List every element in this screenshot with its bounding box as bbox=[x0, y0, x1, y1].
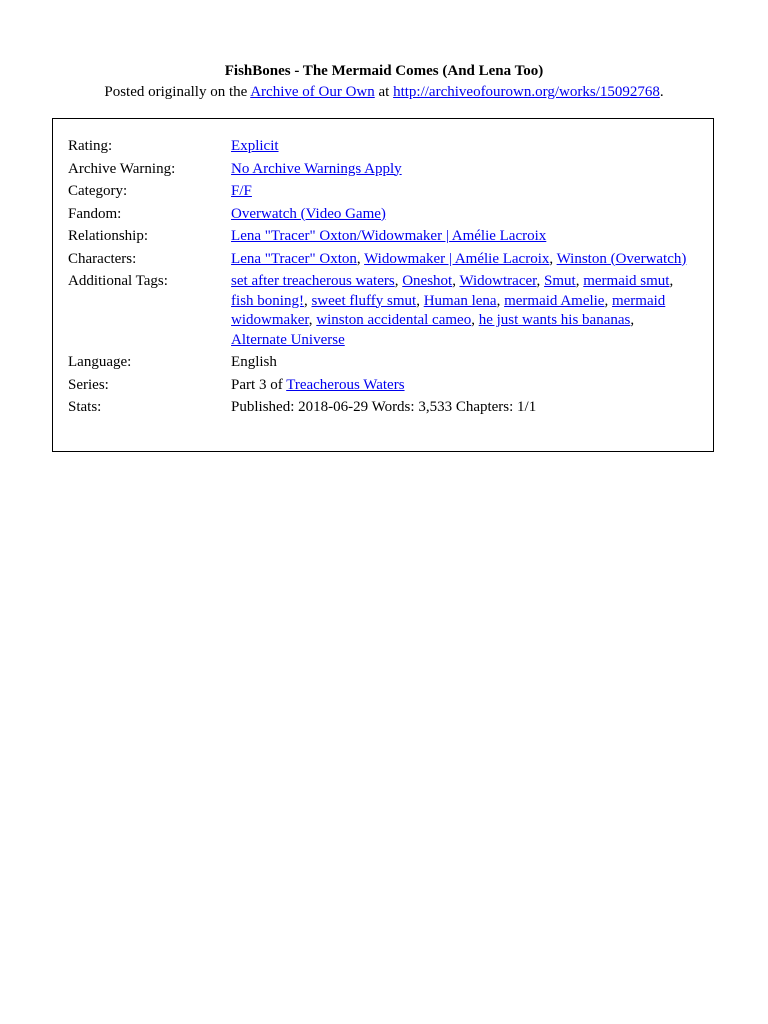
additional-tags-list: set after treacherous waters, Oneshot, Widowtracer, Smut, mermaid smut, fish boning!, sweet fluffy smut, Human lena, mermaid Amelie, mermaid widowmaker, winston accidental cameo, he just wants his bananas, Alternate Universe bbox=[231, 273, 674, 348]
rating-value-cell bbox=[231, 137, 708, 157]
additional-tag-link[interactable]: Widowtracer bbox=[459, 273, 537, 289]
additional-tags-value-cell bbox=[231, 269, 708, 350]
fandom-label: Fandom: bbox=[68, 205, 122, 222]
series-prefix: Part 3 of bbox=[231, 376, 287, 393]
meta-row-warning bbox=[68, 157, 708, 180]
relationship-value-cell bbox=[231, 224, 708, 247]
additional-tag-link[interactable]: he just wants his bananas bbox=[478, 312, 631, 328]
additional-tag-link[interactable]: fish boning! bbox=[231, 292, 304, 309]
meta-row-language bbox=[68, 350, 708, 373]
posted-suffix: . bbox=[659, 84, 664, 100]
additional-tag-link[interactable]: Alternate Universe bbox=[231, 331, 345, 348]
meta-row-rating bbox=[68, 137, 708, 157]
warning-label: Archive Warning: bbox=[68, 160, 176, 177]
category-value-cell bbox=[231, 179, 708, 202]
meta-row-stats bbox=[68, 395, 708, 418]
posted-mid: at bbox=[374, 84, 394, 100]
additional-tag-link[interactable]: Human lena bbox=[423, 292, 497, 309]
additional-tag-link[interactable]: winston accidental cameo bbox=[316, 312, 472, 328]
additional-tags-label: Additional Tags: bbox=[68, 273, 168, 289]
work-meta-table bbox=[68, 137, 708, 418]
character-link[interactable]: Lena "Tracer" Oxton bbox=[231, 250, 357, 267]
relationship-label: Relationship: bbox=[68, 228, 148, 244]
characters-value-cell bbox=[231, 247, 708, 270]
additional-tag-link[interactable]: sweet fluffy smut bbox=[311, 292, 417, 309]
stats-value: Published: 2018-06-29 Words: 3,533 Chapters: 1/1 bbox=[231, 399, 537, 415]
additional-tag-link[interactable]: Oneshot bbox=[402, 273, 453, 289]
fandom-value-cell bbox=[231, 202, 708, 225]
language-label: Language: bbox=[68, 354, 132, 370]
characters-label: Characters: bbox=[68, 250, 137, 267]
series-link[interactable]: Treacherous Waters bbox=[286, 376, 405, 393]
additional-tag-link[interactable]: set after treacherous waters bbox=[231, 273, 395, 289]
category-link[interactable]: F/F bbox=[231, 183, 252, 199]
meta-row-characters bbox=[68, 247, 708, 270]
additional-tag-link[interactable]: mermaid smut bbox=[583, 273, 670, 289]
posted-prefix: Posted originally on the bbox=[104, 84, 251, 100]
meta-row-series bbox=[68, 373, 708, 396]
series-label: Series: bbox=[68, 376, 109, 393]
work-title: FishBones - The Mermaid Comes (And Lena Too) bbox=[224, 63, 544, 79]
meta-row-relationship bbox=[68, 224, 708, 247]
work-url-link[interactable]: http://archiveofourown.org/works/15092768 bbox=[393, 84, 660, 100]
category-label: Category: bbox=[68, 183, 128, 199]
fandom-link[interactable]: Overwatch (Video Game) bbox=[231, 205, 386, 222]
stats-label: Stats: bbox=[68, 399, 102, 415]
meta-row-additional-tags bbox=[68, 269, 708, 350]
relationship-link[interactable]: Lena "Tracer" Oxton/Widowmaker | Amélie Lacroix bbox=[231, 228, 547, 244]
work-meta-box bbox=[52, 118, 714, 452]
archive-link[interactable]: Archive of Our Own bbox=[250, 84, 375, 100]
character-link[interactable]: Winston (Overwatch) bbox=[556, 250, 687, 267]
rating-label: Rating: bbox=[68, 138, 113, 154]
character-link[interactable]: Widowmaker | Amélie Lacroix bbox=[364, 250, 550, 267]
meta-row-fandom bbox=[68, 202, 708, 225]
warning-value-cell bbox=[231, 157, 708, 180]
series-value-cell bbox=[231, 373, 708, 396]
additional-tag-link[interactable]: mermaid widowmaker bbox=[231, 292, 666, 328]
posted-line bbox=[0, 83, 768, 102]
additional-tag-link[interactable]: mermaid Amelie bbox=[504, 292, 605, 309]
rating-link[interactable]: Explicit bbox=[231, 138, 279, 154]
language-value: English bbox=[231, 354, 277, 370]
additional-tag-link[interactable]: Smut bbox=[544, 273, 576, 289]
work-header bbox=[0, 62, 768, 102]
warning-link[interactable]: No Archive Warnings Apply bbox=[231, 160, 402, 177]
characters-list: Lena "Tracer" Oxton, Widowmaker | Amélie Lacroix, Winston (Overwatch) bbox=[231, 250, 687, 267]
meta-row-category bbox=[68, 179, 708, 202]
